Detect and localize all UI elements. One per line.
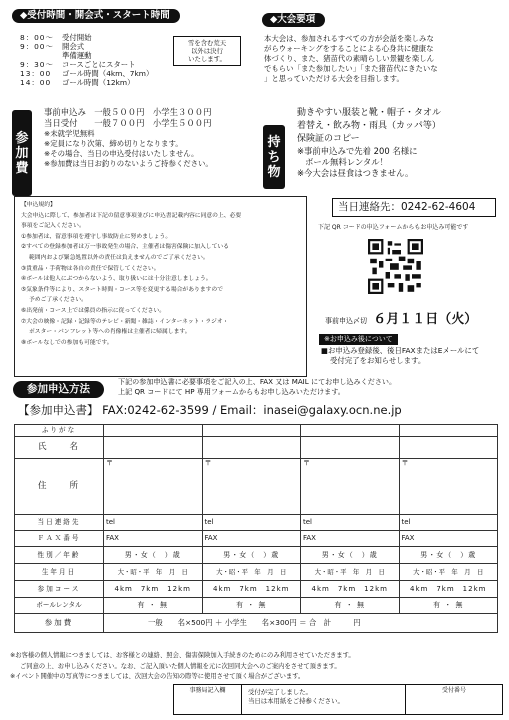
name-field[interactable] bbox=[104, 437, 203, 459]
privacy-notes: ※お客様の個人情報につきましては、お客様との連絡、照会、傷害保険加入手続きのためにのみ利用させていただきます。 ご同意の上、お申し込みください。なお、ご記入頂いた個人情報を元に次回同大会へのご案内をさせて頂きます。 ※イベント開催中の写真等につきましては、次回大会の告知の際等に使用させて頂く場合がございます。 bbox=[10, 652, 355, 680]
schedule-list bbox=[20, 33, 153, 87]
fee-row-label: 参加費 bbox=[15, 614, 104, 633]
tel-field[interactable]: tel bbox=[202, 515, 301, 531]
method-text: 下記の参加申込書に必要事項をご記入の上、FAX 又は MAIL にてお申し込みください。 上記 QR コードにて HP 専用フォームからもお申し込みいただけます。 bbox=[118, 377, 397, 396]
name-field[interactable] bbox=[301, 437, 400, 459]
ball-rental-field[interactable]: 有 ・ 無 bbox=[301, 598, 400, 614]
birthdate-field[interactable]: 大・昭・平 年 月 日 bbox=[202, 564, 301, 581]
schedule-item: 14：00 ゴール時間（12km） bbox=[20, 78, 135, 87]
method-heading: 参加申込方法 bbox=[13, 381, 104, 398]
fax-label: ＦＡＸ番号 bbox=[15, 531, 104, 547]
summary-text: 本大会は、参加されるすべての方が会話を楽しみな がらウォーキングをすることによる心身共に健康な 体づくり、また、猪苗代の素晴らしい景観を楽しん でもらい「また参加したい」「また猪苗代にきたいな 」と思っていただける大会を目指します。 bbox=[264, 34, 438, 83]
deadline bbox=[325, 312, 477, 328]
birthdate-field[interactable]: 大・昭・平 年 月 日 bbox=[399, 564, 498, 581]
application-rules: 【申込規約】 大会申込に際して、参加者は下記の留意事項並びに申込書記載内容に同意の上、必要 事項をご記入ください。 ①参加者は、留意事項を遵守し事故防止に努めましょう。 ②すべての登録参加者は万一事故発生の場合、主催者は傷害保険に加入している 範囲内および緊急処置以外の責任は負えませんのでご了承ください。 ③貴重品・手荷物は各自の責任で保管してください。 ④ボールは他人にぶつからないよう、取り扱いには十分注意しましょう。 ⑤気象条件等により、スタート時間・コース等を変更する場合がありますので 予めご了承ください。 ⑥出発前・コース上では係員の指示に従ってください。 ⑦大会の映像・記録・記録等のテレビ・新聞・雑誌・インターネット・ラジオ・ ポスター・パンフレット等への肖像権は主催者に帰属します。 ⑧ボールなしでの参加も可能です。 bbox=[14, 196, 307, 377]
gender-age-label: 性別／年齢 bbox=[15, 547, 104, 564]
birthdate-label: 生年月日 bbox=[15, 564, 104, 581]
birthdate-field[interactable]: 大・昭・平 年 月 日 bbox=[104, 564, 203, 581]
furigana-label: ふりがな bbox=[15, 425, 104, 437]
deadline-date: ６月１１日（火） bbox=[373, 312, 478, 327]
furigana-field[interactable] bbox=[202, 425, 301, 437]
course-field[interactable]: 4km 7km 12km bbox=[104, 581, 203, 598]
address-field[interactable]: 〒 bbox=[202, 459, 301, 515]
qr-caption: 下記 QR コードの申込フォームからもお申込み可能です bbox=[318, 224, 469, 231]
fee-text: 事前申込み 一般５００円 小学生３００円 当日受付 一般７００円 小学生５００円 ※未就学児無料 ※定員になり次第、締め切りとなります。 ※その場合、当日の申込受付はいたしません。 ※参加費は当日お釣りのないようご持参ください。 bbox=[44, 107, 213, 168]
address-field[interactable]: 〒 bbox=[104, 459, 203, 515]
schedule-item: 9：00～ 開会式 bbox=[20, 42, 85, 51]
fee-label: 参 加 費 bbox=[12, 110, 32, 196]
office-use-text: 受付が完了しました。 当日は本用紙をご持参ください。 bbox=[242, 685, 406, 714]
weather-note: 雪を含む荒天 以外は決行 いたします。 bbox=[173, 36, 241, 66]
belongings-label: 持 ち 物 bbox=[263, 125, 285, 189]
schedule-item: 13：00 ゴール時間（4km、7km） bbox=[20, 69, 154, 78]
fax-field[interactable]: FAX bbox=[104, 531, 203, 547]
qr-code-icon[interactable] bbox=[368, 239, 423, 294]
summary-heading: ◆大会要項 bbox=[262, 13, 325, 27]
schedule-item: 準備運動 bbox=[62, 51, 92, 60]
ball-rental-field[interactable]: 有 ・ 無 bbox=[399, 598, 498, 614]
tel-field[interactable]: tel bbox=[399, 515, 498, 531]
gender-age-field[interactable]: 男・女（ ）歳 bbox=[104, 547, 203, 564]
gender-age-field[interactable]: 男・女（ ）歳 bbox=[202, 547, 301, 564]
course-field[interactable]: 4km 7km 12km bbox=[202, 581, 301, 598]
after-application-text: ■お申込み登録後、後日FAXまたはEメールにて 受付完了をお知らせします。 bbox=[321, 346, 480, 365]
fax-field[interactable]: FAX bbox=[301, 531, 400, 547]
after-application-heading: ※お申込み後について bbox=[319, 334, 398, 345]
schedule-item: 8：00～ 受付開始 bbox=[20, 33, 92, 42]
name-field[interactable] bbox=[202, 437, 301, 459]
tel-field[interactable]: tel bbox=[104, 515, 203, 531]
gender-age-field[interactable]: 男・女（ ）歳 bbox=[399, 547, 498, 564]
ball-rental-field[interactable]: 有 ・ 無 bbox=[202, 598, 301, 614]
furigana-field[interactable] bbox=[104, 425, 203, 437]
course-label: 参加コース bbox=[15, 581, 104, 598]
deadline-prefix: 事前申込〆切 bbox=[325, 317, 367, 325]
application-form bbox=[14, 424, 498, 633]
course-field[interactable]: 4km 7km 12km bbox=[301, 581, 400, 598]
address-field[interactable]: 〒 bbox=[301, 459, 400, 515]
schedule-heading: ◆受付時間・開会式・スタート時間 bbox=[12, 9, 180, 23]
tel-field[interactable]: tel bbox=[301, 515, 400, 531]
office-use-label: 事務局記入欄 bbox=[174, 685, 242, 714]
office-use-box bbox=[173, 684, 503, 715]
birthdate-field[interactable]: 大・昭・平 年 月 日 bbox=[301, 564, 400, 581]
name-field[interactable] bbox=[399, 437, 498, 459]
fee-calculation[interactable]: 一般 名×500円 ＋ 小学生 名×300円 ＝ 合 計 円 bbox=[104, 614, 498, 633]
contact-tel-label: 当日連絡先 bbox=[15, 515, 104, 531]
address-field[interactable]: 〒 bbox=[399, 459, 498, 515]
name-label: 氏 名 bbox=[15, 437, 104, 459]
fax-field[interactable]: FAX bbox=[202, 531, 301, 547]
receipt-number-label: 受付番号 bbox=[441, 687, 466, 694]
furigana-field[interactable] bbox=[399, 425, 498, 437]
ball-rental-field[interactable]: 有 ・ 無 bbox=[104, 598, 203, 614]
course-field[interactable]: 4km 7km 12km bbox=[399, 581, 498, 598]
belongings-text: 動きやすい服装と靴・帽子・タオル 着替え・飲み物・雨具（カッパ等） 保険証のコピー ※事前申込みで先着 200 名様に ボール無料レンタル！ ※今大会は昼食はつきません。 bbox=[297, 108, 442, 178]
form-title: 【参加申込書】 FAX:0242-62-3599 / Email：inasei@galaxy.ocn.ne.jp bbox=[18, 403, 402, 417]
gender-age-field[interactable]: 男・女（ ）歳 bbox=[301, 547, 400, 564]
fax-field[interactable]: FAX bbox=[399, 531, 498, 547]
ball-rental-label: ボールレンタル bbox=[15, 598, 104, 614]
address-label: 住 所 bbox=[15, 459, 104, 515]
furigana-field[interactable] bbox=[301, 425, 400, 437]
schedule-item: 9：30～ コースごとにスタート bbox=[20, 60, 136, 69]
same-day-contact: 当日連絡先：0242-62-4604 bbox=[332, 198, 496, 217]
